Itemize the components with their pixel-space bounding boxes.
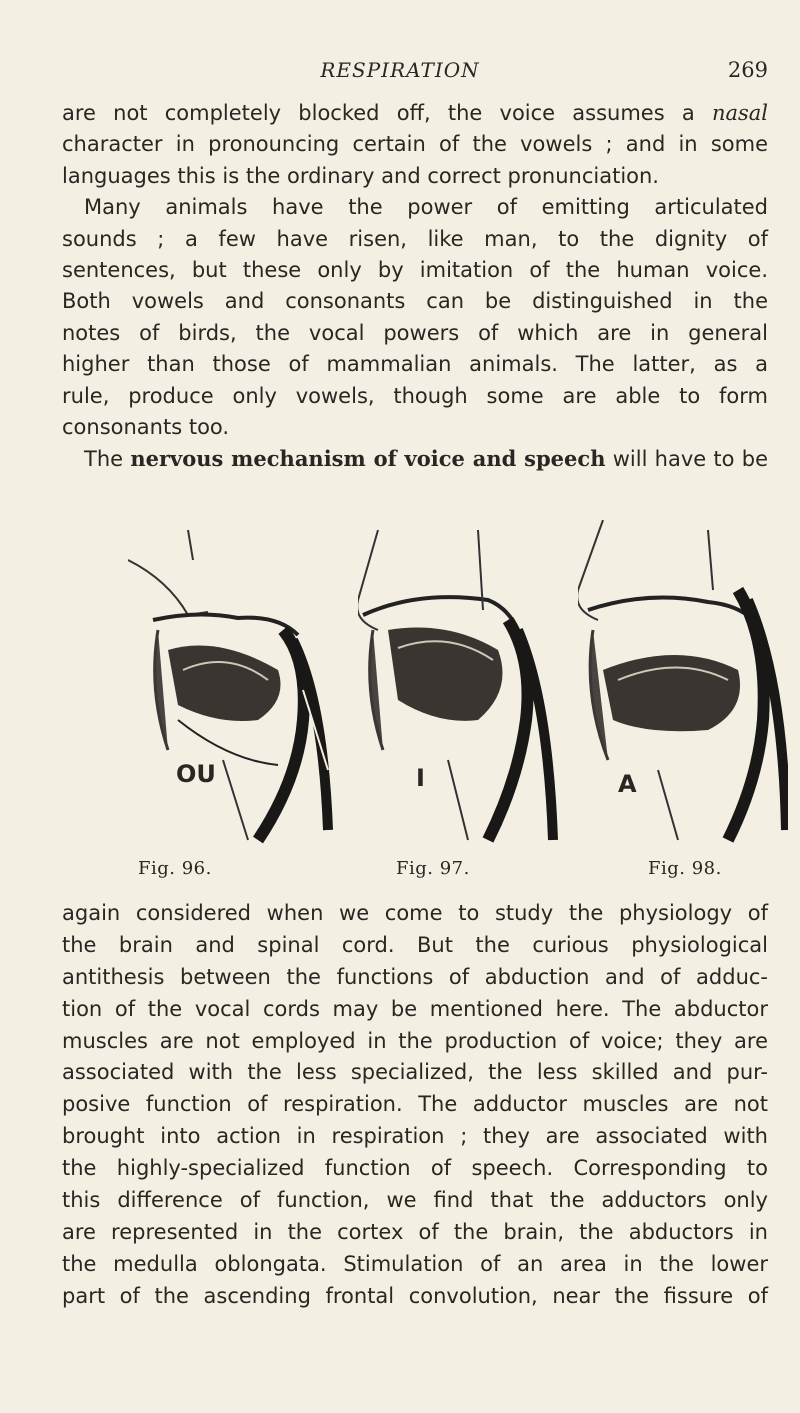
figure-caption: Fig. 97. [396,858,470,879]
text-line: tion of the vocal cords may be mentioned here. The abductor [62,996,768,1021]
text-line: the highly-specialized function of speech. Corresponding to [62,1156,768,1181]
text-line: the brain and spinal cord. But the curious physiological [62,932,768,957]
running-title: RESPIRATION [320,58,480,82]
text-line: part of the ascending frontal convolution, near the fissure of [62,1283,768,1308]
text-line: associated with the less specialized, the less skilled and pur- [62,1060,768,1085]
bold-heading-phrase: nervous mechanism of voice and speech [130,446,606,472]
top-paragraphs [62,98,768,475]
text-line: consonants too. [62,414,230,439]
vowel-label: I [416,764,425,792]
bottom-paragraph [62,898,768,1313]
nasal-italic: nasal [711,101,768,125]
text-line: are represented in the cortex of the brain, the abductors in [62,1219,768,1244]
figures-row [128,520,788,890]
vocal-tract-diagram-a [578,520,788,860]
figure-caption: Fig. 96. [138,858,212,879]
text-line: brought into action in respiration ; they are associated with [62,1124,768,1149]
text-line: again considered when we come to study the physiology of [62,901,768,925]
vocal-tract-diagram-ou [128,520,338,860]
figure-96 [128,520,338,890]
running-head [0,58,800,88]
figure-98 [578,520,788,890]
figure-97 [358,520,568,890]
text-line: sentences, but these only by imitation of the human voice. [62,257,768,282]
vowel-label: OU [176,760,216,788]
text-line: higher than those of mammalian animals. The latter, as a [62,352,768,377]
page-number: 269 [727,58,768,82]
text-line: notes of birds, the vocal powers of which are in general [62,320,768,345]
text-line: Many animals have the power of emitting articulated [84,195,768,220]
text-line: antithesis between the functions of abduction and of adduc- [62,964,768,989]
text-line: Both vowels and consonants can be distinguished in the [62,289,768,314]
vocal-tract-diagram-i [358,520,568,860]
vowel-label: A [618,770,637,798]
figure-caption: Fig. 98. [648,858,722,879]
text-line: The nervous mechanism of voice and speech will have to be [84,446,768,472]
text-line: sounds ; a few have risen, like man, to the dignity of [62,226,768,251]
text-line: rule, produce only vowels, though some are able to form [62,383,768,408]
text-line: the medulla oblongata. Stimulation of an area in the lower [62,1251,768,1276]
text-line: character in pronouncing certain of the vowels ; and in some [62,132,768,157]
text-line: muscles are not employed in the production of voice; they are [62,1028,768,1053]
text-line: are not completely blocked off, the voice assumes a nasal [62,101,768,125]
text-line: posive function of respiration. The adductor muscles are not [62,1092,768,1117]
text-line: this difference of function, we find that the adductors only [62,1188,768,1213]
text-line: languages this is the ordinary and correct pronunciation. [62,163,659,188]
